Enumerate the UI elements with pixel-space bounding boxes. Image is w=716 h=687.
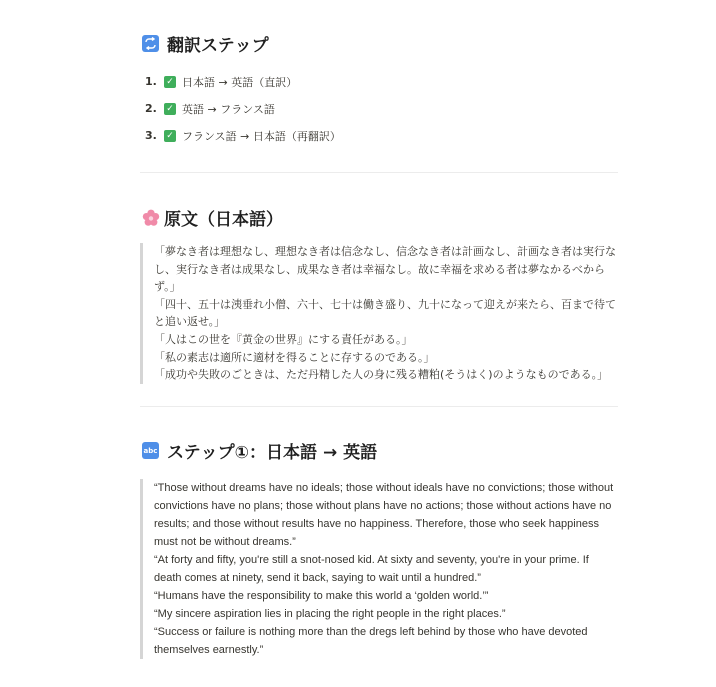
quote-line: “At forty and fifty, you're still a snot-nosed kid. At sixty and seventy, you're in your prime. If death comes at ninety, send it back, saying to wait until a hundred.” xyxy=(154,554,589,584)
quote-line: 「人はこの世を『黄金の世界』にする責任がある。」 xyxy=(154,332,413,346)
quote-line: 「四十、五十は洟垂れ小僧、六十、七十は働き盛り、九十になって迎えが来たら、百まで待てと追い返せ。」 xyxy=(154,297,616,329)
list-number: 1. xyxy=(145,75,157,88)
list-text: 日本語 → 英語（直訳） xyxy=(182,75,298,89)
quote-line: “Humans have the responsibility to make this world a ‘golden world.’” xyxy=(154,590,489,602)
divider xyxy=(140,172,618,173)
list-item xyxy=(140,68,341,95)
repeat-icon xyxy=(142,35,159,52)
heading-title: 原文（日本語） xyxy=(164,210,283,230)
list-item xyxy=(140,95,341,122)
quote-line: “My sincere aspiration lies in placing the right people in the right places.” xyxy=(154,608,506,620)
check-box-icon: ✓ xyxy=(164,103,176,115)
steps-list xyxy=(140,68,341,149)
divider xyxy=(140,406,618,407)
check-box-icon: ✓ xyxy=(164,76,176,88)
heading-step1 xyxy=(142,438,377,463)
quote-line: 「私の素志は適所に適材を得ることに存するのである。」 xyxy=(154,350,435,364)
quote-original xyxy=(140,243,618,384)
list-number: 2. xyxy=(145,102,157,115)
quote-english xyxy=(140,479,618,659)
heading-title: 翻訳ステップ xyxy=(167,36,269,56)
heading-original-text xyxy=(142,205,283,230)
heading-translation-steps xyxy=(142,31,269,56)
cherry-blossom-icon xyxy=(142,209,160,227)
list-item xyxy=(140,122,341,149)
abc-icon: abc xyxy=(142,442,159,459)
quote-line: 「成功や失敗のごときは、ただ丹精した人の身に残る糟粕(そうはく)のようなものである。」 xyxy=(154,368,609,382)
quote-line: “Those without dreams have no ideals; those without ideals have no convictions; those without convictions have no plans; those without plans have no actions; those without actions have no results; and those without results have no happiness. Therefore, those who seek happiness must not be without dreams.” xyxy=(154,482,614,548)
list-text: フランス語 → 日本語（再翻訳） xyxy=(182,129,341,143)
list-number: 3. xyxy=(145,129,157,142)
check-box-icon: ✓ xyxy=(164,130,176,142)
heading-title: ステップ①：日本語 → 英語 xyxy=(167,443,378,463)
quote-line: 「夢なき者は理想なし、理想なき者は信念なし、信念なき者は計画なし、計画なき者は実行なし、実行なき者は成果なし、成果なき者は幸福なし。故に幸福を求める者は夢なかるべからず。」 xyxy=(154,245,616,294)
list-text: 英語 → フランス語 xyxy=(182,102,275,116)
quote-line: “Success or failure is nothing more than the dregs left behind by those who have devoted themselves earnestly.” xyxy=(154,626,588,656)
